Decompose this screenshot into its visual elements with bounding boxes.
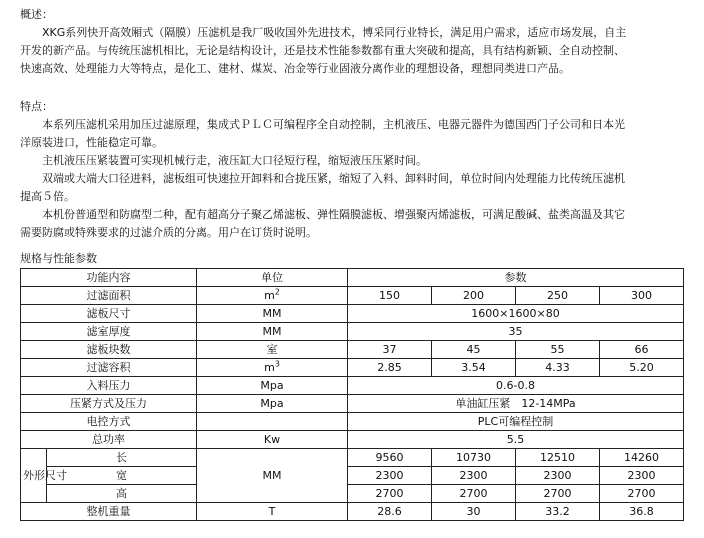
unit-cell: 室	[197, 341, 348, 359]
features-heading: 特点：	[20, 100, 53, 113]
header-params-cell: 参数	[348, 269, 684, 287]
unit-text: m	[264, 289, 275, 302]
features-line: 洋原装进口，性能稳定可靠。	[20, 136, 163, 149]
header-unit-cell: 单位	[197, 269, 348, 287]
unit-cell: MM	[197, 449, 348, 503]
unit-text: m	[264, 361, 275, 374]
value-cell: 4.33	[516, 359, 600, 377]
table-row	[21, 413, 684, 431]
features-line: 本机份普通型和防腐型二种，配有超高分子聚乙烯滤板、弹性隔膜滤板、增强聚丙烯滤板，可满足酸碱、盐类高温及其它	[42, 208, 625, 221]
spec-section	[20, 250, 690, 521]
value-cell: 5.20	[600, 359, 684, 377]
row-name-cell: 压紧方式及压力	[21, 395, 197, 413]
value-cell: 3.54	[432, 359, 516, 377]
value-cell: 45	[432, 341, 516, 359]
merged-value-cell: PLC可编程控制	[348, 413, 684, 431]
table-row	[21, 269, 684, 287]
overview-section	[20, 6, 692, 78]
overview-heading: 概述：	[20, 8, 53, 21]
value-cell: 2300	[600, 467, 684, 485]
features-line: 本系列压滤机采用加压过滤原理，集成式ＰＬＣ可编程序全自动控制，主机液压、电器元器件为德国西门子公司和日本光	[42, 118, 625, 131]
row-name-cell: 滤板尺寸	[21, 305, 197, 323]
features-line: 提高５倍。	[20, 190, 75, 203]
unit-cell: T	[197, 503, 348, 521]
features-line: 需要防腐或特殊要求的过滤介质的分离。用户在订货时说明。	[20, 226, 317, 239]
header-name-cell: 功能内容	[21, 269, 197, 287]
row-name-cell: 过滤容积	[21, 359, 197, 377]
value-cell: 37	[348, 341, 432, 359]
unit-cell	[197, 287, 348, 305]
value-cell: 2300	[432, 467, 516, 485]
row-name-cell: 过滤面积	[21, 287, 197, 305]
value-cell: 12510	[516, 449, 600, 467]
merged-value-cell: 35	[348, 323, 684, 341]
overview-line: 开发的新产品。与传统压滤机相比，无论是结构设计，还是技术性能参数都有重大突破和提高，具有结构新颖、全自动控制、	[20, 44, 625, 57]
merged-value-cell: 5.5	[348, 431, 684, 449]
value-cell: 250	[516, 287, 600, 305]
row-name-cell: 电控方式	[21, 413, 197, 431]
spec-heading: 规格与性能参数	[20, 252, 97, 265]
value-cell: 33.2	[516, 503, 600, 521]
table-row	[21, 359, 684, 377]
table-row	[21, 395, 684, 413]
merged-value-cell: 0.6-0.8	[348, 377, 684, 395]
value-cell: 2300	[516, 467, 600, 485]
value-cell: 55	[516, 341, 600, 359]
table-row	[21, 449, 684, 467]
value-cell: 36.8	[600, 503, 684, 521]
value-cell: 2700	[600, 485, 684, 503]
row-name-cell: 宽	[47, 467, 197, 485]
unit-superscript: 2	[274, 287, 280, 297]
value-cell: 2.85	[348, 359, 432, 377]
table-row	[21, 467, 684, 485]
value-cell: 2700	[348, 485, 432, 503]
row-name-cell: 总功率	[21, 431, 197, 449]
table-row	[21, 323, 684, 341]
overview-line: XKG系列快开高效厢式（隔膜）压滤机是我厂吸收国外先进技术，博采同行业特长，满足用户需求，适应市场发展，自主	[42, 26, 627, 39]
features-section	[20, 98, 692, 242]
row-name-cell: 滤室厚度	[21, 323, 197, 341]
value-cell: 10730	[432, 449, 516, 467]
table-row	[21, 485, 684, 503]
unit-cell: Kw	[197, 431, 348, 449]
unit-cell: MM	[197, 305, 348, 323]
unit-superscript: 3	[274, 359, 280, 369]
row-name-cell: 滤板块数	[21, 341, 197, 359]
value-cell: 66	[600, 341, 684, 359]
value-cell: 2700	[516, 485, 600, 503]
row-name-cell: 整机重量	[21, 503, 197, 521]
table-row	[21, 503, 684, 521]
row-name-cell: 高	[47, 485, 197, 503]
value-cell: 300	[600, 287, 684, 305]
value-cell: 150	[348, 287, 432, 305]
table-row	[21, 305, 684, 323]
unit-cell	[197, 359, 348, 377]
features-line: 双端或大端大口径进料，滤板组可快速拉开卸料和合拢压紧，缩短了入料、卸料时间，单位时间内处理能力比传统压滤机	[42, 172, 625, 185]
value-cell: 200	[432, 287, 516, 305]
value-cell: 28.6	[348, 503, 432, 521]
overview-line: 快速高效、处理能力大等特点，是化工、建材、煤炭、冶金等行业固液分离作业的理想设备，理想同类进口产品。	[20, 62, 570, 75]
merged-value-cell: 单油缸压紧 12-14MPa	[348, 395, 684, 413]
features-line: 主机液压压紧装置可实现机械行走，液压缸大口径短行程，缩短液压压紧时间。	[42, 154, 427, 167]
unit-cell: MM	[197, 323, 348, 341]
unit-cell: Mpa	[197, 395, 348, 413]
value-cell: 2700	[432, 485, 516, 503]
row-name-cell: 入料压力	[21, 377, 197, 395]
dimension-group-cell: 外形尺寸	[21, 449, 47, 503]
table-row	[21, 287, 684, 305]
value-cell: 9560	[348, 449, 432, 467]
row-name-cell: 长	[47, 449, 197, 467]
value-cell: 2300	[348, 467, 432, 485]
value-cell: 14260	[600, 449, 684, 467]
unit-cell: Mpa	[197, 377, 348, 395]
table-row	[21, 341, 684, 359]
spec-table	[20, 268, 684, 521]
unit-cell	[197, 413, 348, 431]
value-cell: 30	[432, 503, 516, 521]
merged-value-cell: 1600×1600×80	[348, 305, 684, 323]
table-row	[21, 431, 684, 449]
table-row	[21, 377, 684, 395]
